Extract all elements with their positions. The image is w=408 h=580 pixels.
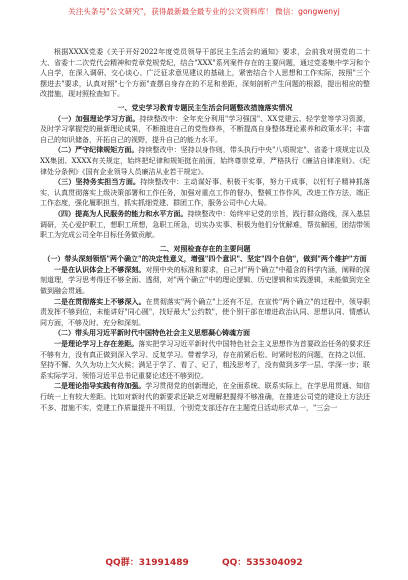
section-1-heading: 一、党史学习教育专题民主生活会问题整改措施落实情况	[117, 102, 293, 112]
footer-contact	[0, 555, 408, 568]
section-2-sub-2-point-1	[40, 339, 370, 381]
footer-qq-group: QQ群：31991489	[105, 558, 189, 568]
section-2-heading: 二、对照检查存在的主要问题	[159, 243, 251, 253]
section-1-item-2	[40, 145, 370, 177]
point-body: 落实把学习习近平新时代中国特色社会主义思想作为首要政治任务的要求还不够有力，没有真正做到深入学习、反复学习。带着学习，存在前紧后松、时紧时松的问题，在持之以恒、坚持不懈、久久为功上欠火候；满足于学了、看了、记了，粗浅思考了，没有做到多学一层、学深一步；联系实际学习、领悟习近平总书记重要论述还不够到位。	[40, 340, 371, 380]
point-body: 对照中央的标准和要求，自己对"两个确立"中蕴含的科学内涵，阐释的深刻道理，学习思考得还不够全面、透彻，对"两个确立"中的理论逻辑、历史逻辑和实践逻辑，未能做到完全做到融会贯通。	[40, 265, 370, 296]
item-title: （三）坚持务实担当方面。	[54, 177, 141, 187]
document-body	[40, 47, 370, 413]
point-body: 在贯彻落实"两个确立"上还有不足，在宣传"两个确立"的过程中，领导职责发挥不够到位，未能讲好"同心圆"，找好最大"公约数"，使个别干部在增进政治认同、思想认同、情感认同方面，不够及时、充分和深刻。	[40, 297, 371, 327]
top-promo-banner: 关注头条号"公文研究"，获得最新最全最专业的公文资料库！ 微信：gongwenyj	[68, 7, 340, 16]
point-title: 一是在认识体会上不够深刻。	[54, 264, 146, 274]
section-1-item-1	[40, 114, 370, 146]
section-2-sub-2-point-2	[40, 381, 370, 413]
point-body: 学习贯彻党的创新理论，在全面系统、联系实际上，在学思用贯通、知信行统一上有较大差距。比如对新时代的新要求还缺乏对理解把握得不够准确，在推进公司党的建设上方法还不多、措施不实，党建工作质量提升不明显，个别党支部还存在主题党日活动形式单一，"三会一	[40, 382, 371, 412]
item-body: 持续整改中：坚持以身作则，带头执行中央"八项规定"、省委十项规定以及XX集团、XXXX有关规定，始终把纪律和规矩挺在前面，始终尊崇党章，严格执行《廉洁自律准则》、《纪律处分条例》《国有企业领导人员廉洁从业若干规定》。	[40, 146, 370, 176]
section-1-item-4	[40, 209, 370, 241]
item-body: 持续整改中：始终牢记党的宗旨，践行群众路线，深入基层调研，关心爱护职工，想职工所想，急职工所急，切实办实事、积极为他们分忧解难，帮贫解困，团结带领职工为完成公司全年目标任务做贡献。	[40, 209, 371, 240]
item-title: （一）加强理论学习方面。	[54, 113, 140, 123]
section-1-item-3	[40, 177, 370, 209]
section-2-sub-1-heading: （一）带头深刻领悟"两个确立"的决定性意义，增强"四个意识"、坚定"四个自信"，做到"两个维护"方面	[43, 254, 367, 264]
section-2-sub-2-heading: （二）带头用习近平新时代中国特色社会主义思想凝心铸魂方面	[54, 328, 250, 338]
item-body: 持续整改中：全年充分利用"学习强国"、XX党建云、轻学堂等学习资源，及时学习掌握党的最新理论成果，不断推进自己的党性修养，不断提高自身整体理论素养和政策水平；丰富自己的知识储备，开拓自己的视野，提升自己的能力水平。	[40, 114, 371, 144]
item-title: （四）提高为人民服务的能力和水平方面。	[54, 208, 188, 218]
item-body: 持续整改中：主动谋好事、积极干实事，努力干成事，以钉钉子精神抓落实，认真贯彻落实上级决策部署和工作任务，加强对重点工作的督办，整顿工作作风，改进工作方法，端正工作态度，强化履职担当，抓实抓细党建、群团工作，服务公司中心大局。	[40, 178, 371, 208]
intro-paragraph: 根据XXXX党委《关于开好2022年度党员领导干部民主生活会的通知》要求，会前我对照党的二十大、省委十二次党代会精神和党章党规党纪，结合"XXX"系列案件存在的主要问题，通过党委集中学习和个人自学，在深入调研、交心谈心、广泛征求意见建议的基础上，紧密结合个人思想和工作实际，按照"三个摆进去"要求，认真对照"七个方面"查摆自身存在的不足和差距，深刻剖析产生问题的根源，提出相应的整改措施，现对照检查如下。	[40, 48, 370, 99]
point-title: 一是理论学习上存在差距。	[54, 339, 139, 349]
section-2-sub-1-point-1	[40, 265, 370, 297]
footer-qq-number: QQ：535304092	[221, 558, 303, 568]
point-title: 二是在贯彻落实上不够深入。	[54, 296, 146, 306]
section-2-sub-1-point-2	[40, 297, 370, 329]
point-title: 二是理论指导实践有待加强。	[54, 381, 146, 391]
item-title: （二）严守纪律规矩方面。	[54, 145, 139, 155]
